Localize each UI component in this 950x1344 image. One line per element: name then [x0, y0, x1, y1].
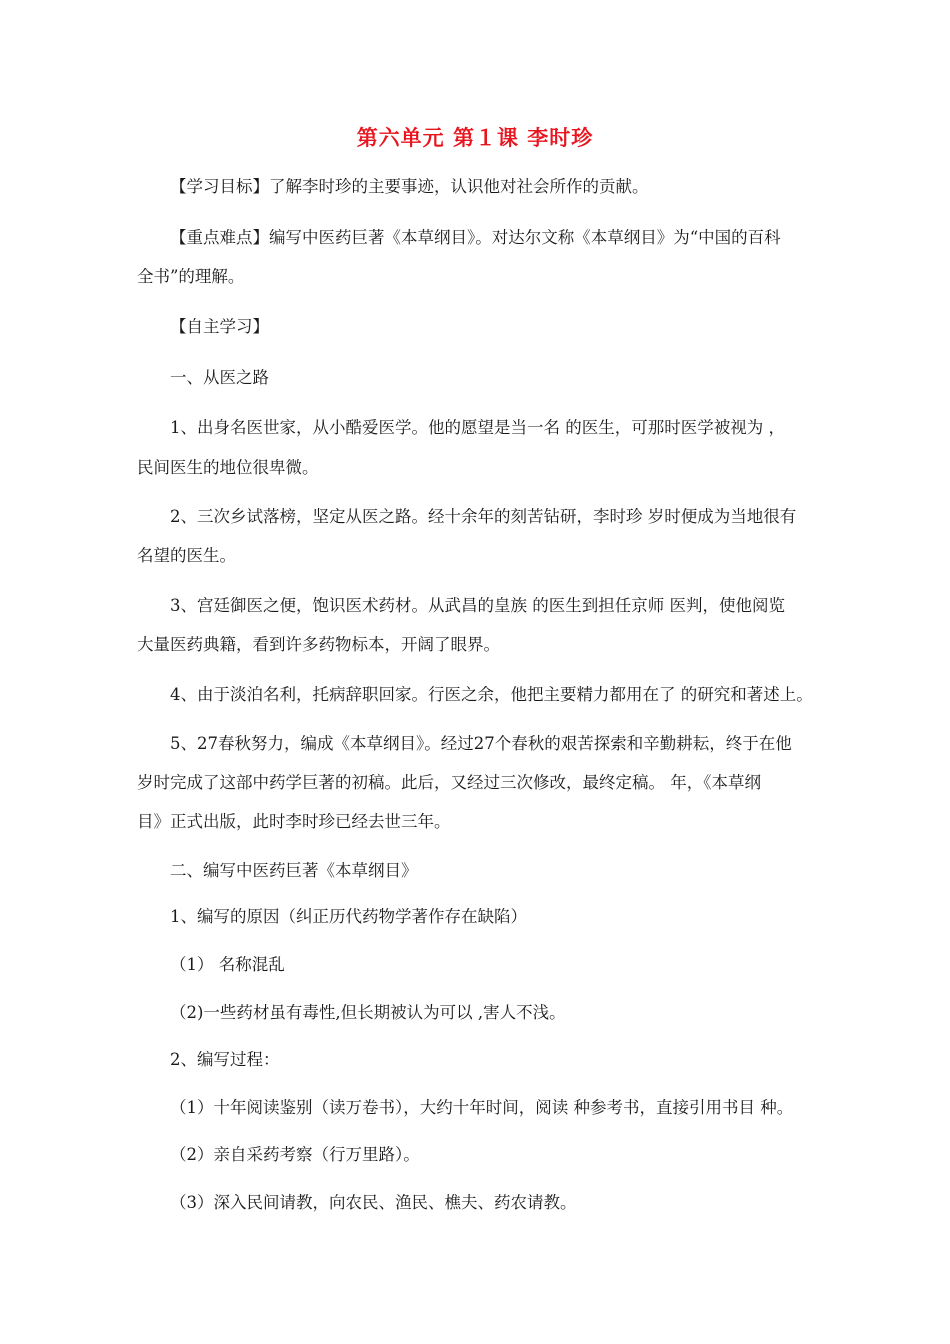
item-5-line-cont: 岁时完成了这部中药学巨著的初稿。此后，又经过三次修改，最终定稿。 年，《本草纲: [137, 773, 761, 792]
item-4-line: 4、由于淡泊名利，托病辞职回家。行医之余，他把主要精力都用在了 的研究和著述上。: [170, 685, 813, 704]
process-2-line: （2）亲自采药考察（行万里路）。: [170, 1145, 420, 1164]
process-3-line: （3）深入民间请教，向农民、渔民、樵夫、药农请教。: [170, 1193, 577, 1212]
item-1-line: 1、出身名医世家，从小酷爱医学。他的愿望是当一名 的医生，可那时医学被视为 ，: [170, 418, 785, 437]
section-two-heading: 二、编写中医药巨著《本草纲目》: [170, 861, 418, 880]
item-5-line-cont-2: 目》正式出版，此时李时珍已经去世三年。: [137, 812, 451, 831]
process-heading: 2、编写过程：: [170, 1050, 280, 1069]
item-5-line: 5、27春秋努力，编成《本草纲目》。经过27个春秋的艰苦探索和辛勤耕耘，终于在他: [170, 734, 792, 753]
key-points-line: 【重点难点】编写中医药巨著《本草纲目》。对达尔文称《本草纲目》为“中国的百科: [170, 228, 781, 247]
item-2-line: 2、三次乡试落榜，坚定从医之路。经十余年的刻苦钻研，李时珍 岁时便成为当地很有: [170, 507, 797, 526]
item-1-line-cont: 民间医生的地位很卑微。: [137, 458, 319, 477]
item-3-line: 3、宫廷御医之便，饱识医术药材。从武昌的皇族 的医生到担任京师 医判，使他阅览: [170, 596, 785, 615]
learning-goal-line: 【学习目标】了解李时珍的主要事迹，认识他对社会所作的贡献。: [170, 177, 649, 196]
reason-2-line: （2)一些药材虽有毒性,但长期被认为可以 ,害人不浅。: [170, 1003, 566, 1022]
item-3-line-cont: 大量医药典籍，看到许多药物标本，开阔了眼界。: [137, 635, 500, 654]
item-2-line-cont: 名望的医生。: [137, 546, 236, 565]
reason-heading: 1、编写的原因（纠正历代药物学著作存在缺陷）: [170, 907, 527, 926]
self-study-heading: 【自主学习】: [170, 317, 269, 336]
reason-1-line: （1） 名称混乱: [170, 955, 285, 974]
key-points-line-cont: 全书”的理解。: [137, 267, 245, 286]
section-one-heading: 一、从医之路: [170, 368, 269, 387]
page-title: 第六单元 第１课 李时珍: [356, 126, 594, 150]
process-1-line: （1）十年阅读鉴别（读万卷书），大约十年时间，阅读 种参考书，直接引用书目 种。: [170, 1098, 794, 1117]
